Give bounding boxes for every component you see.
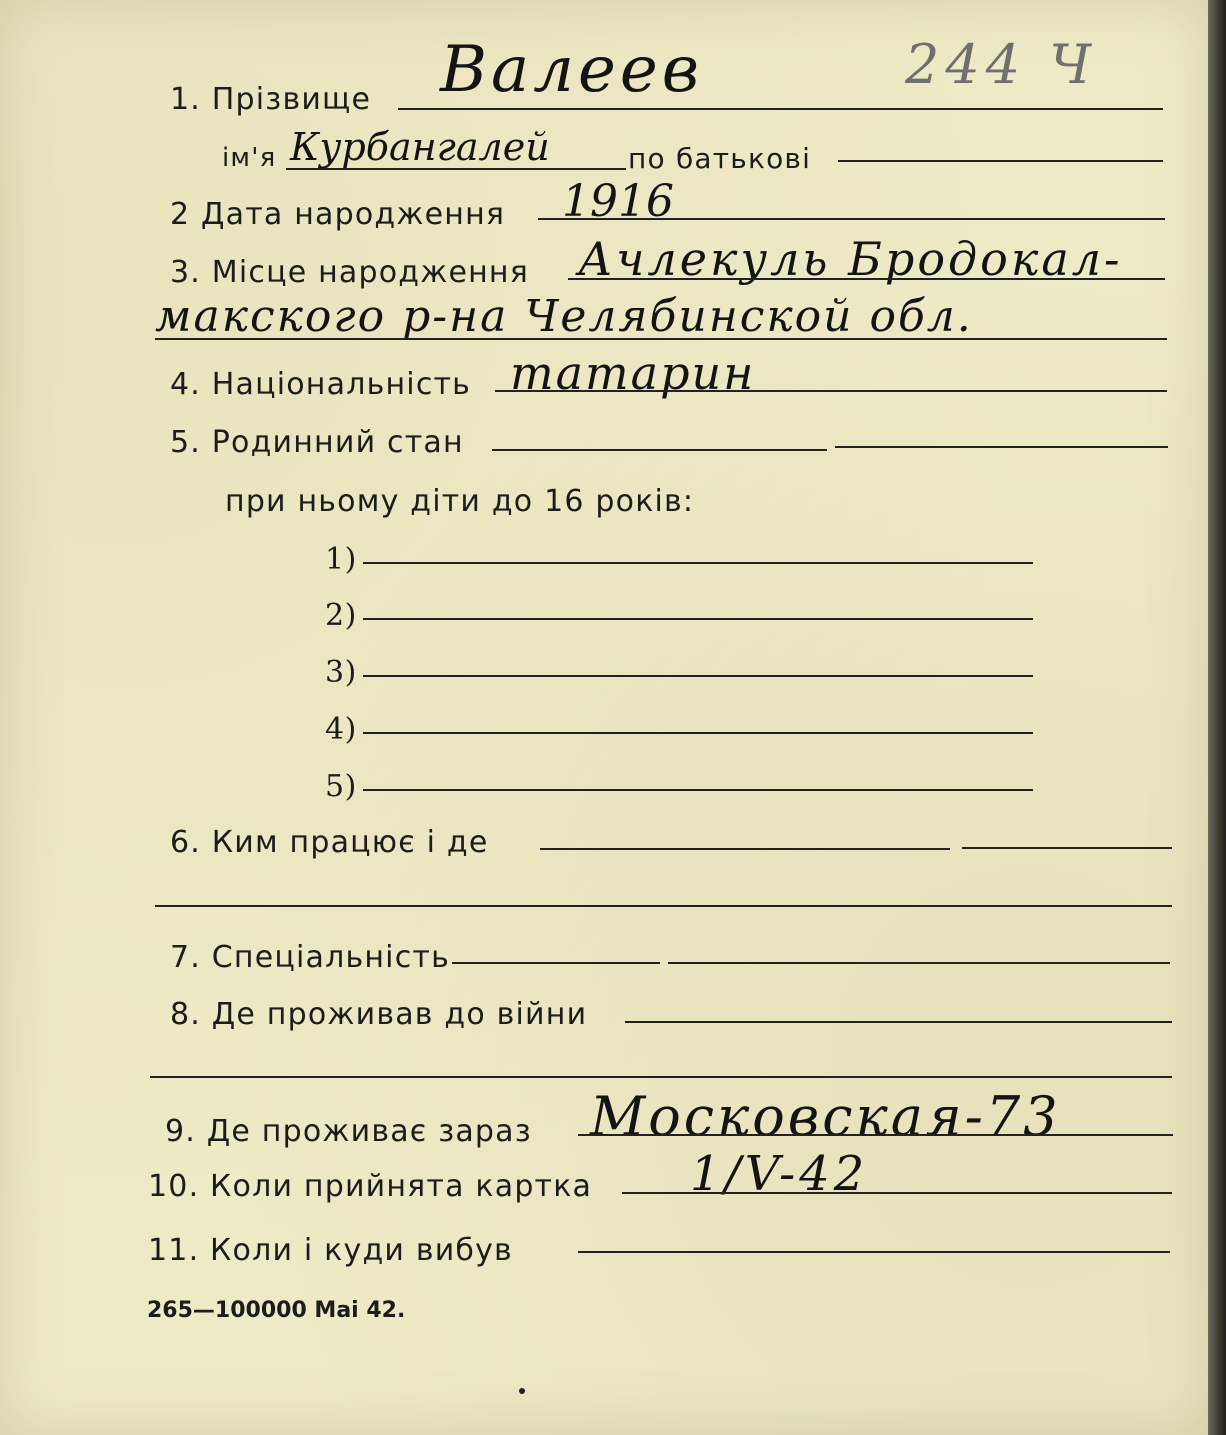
child-1-label: 1) bbox=[325, 542, 357, 577]
first-name-value: Курбангалей bbox=[290, 125, 550, 169]
marital-status-label: 5. Родинний стан bbox=[170, 425, 464, 460]
archive-number-note: 244 Ч bbox=[905, 33, 1097, 96]
birthplace-line-2 bbox=[155, 338, 1167, 340]
current-residence-label: 9. Де проживає зараз bbox=[165, 1114, 532, 1149]
child-3-line bbox=[363, 675, 1033, 677]
specialty-label: 7. Спеціальність bbox=[170, 940, 450, 975]
specialty-line-b bbox=[668, 962, 1170, 964]
child-5-label: 5) bbox=[325, 769, 357, 804]
child-2-label: 2) bbox=[325, 598, 357, 633]
children-label: при ньому діти до 16 років: bbox=[225, 484, 695, 519]
print-info: 265—100000 Mai 42. bbox=[147, 1298, 406, 1323]
marital-status-line-a bbox=[492, 449, 827, 451]
card-accepted-line bbox=[622, 1192, 1172, 1194]
departure-line bbox=[578, 1251, 1170, 1253]
card-edge-shadow bbox=[1208, 0, 1226, 1435]
child-1-line bbox=[363, 562, 1033, 564]
birthplace-value-line2: макского р-на Челябинской обл. bbox=[155, 291, 973, 342]
nationality-value: татарин bbox=[510, 346, 756, 400]
prewar-residence-line-2 bbox=[150, 1076, 1172, 1078]
occupation-line-a bbox=[540, 848, 950, 850]
occupation-label: 6. Ким працює і де bbox=[170, 825, 489, 860]
birthplace-label: 3. Місце народження bbox=[170, 255, 529, 290]
card-accepted-value: 1/V-42 bbox=[690, 1146, 869, 1202]
surname-value: Валеев bbox=[440, 33, 703, 107]
birth-date-label: 2 Дата народження bbox=[170, 197, 506, 232]
patronymic-line bbox=[838, 160, 1163, 162]
departure-label: 11. Коли і куди вибув bbox=[148, 1233, 513, 1268]
nationality-line bbox=[495, 390, 1167, 392]
first-name-line bbox=[286, 168, 626, 170]
card-accepted-label: 10. Коли прийнята картка bbox=[148, 1169, 593, 1204]
patronymic-label: по батькові bbox=[628, 142, 812, 175]
birthplace-value-line1: Ачлекуль Бродокал- bbox=[578, 232, 1123, 286]
specialty-line-a bbox=[452, 962, 660, 964]
hole-dot bbox=[519, 1388, 525, 1394]
current-residence-line bbox=[578, 1134, 1173, 1136]
current-residence-value: Московская-73 bbox=[590, 1085, 1061, 1148]
nationality-label: 4. Національність bbox=[170, 367, 472, 402]
birthplace-line-1 bbox=[568, 278, 1165, 280]
marital-status-line-b bbox=[835, 446, 1168, 448]
child-2-line bbox=[363, 618, 1033, 620]
first-name-label: ім'я bbox=[222, 143, 277, 173]
prewar-residence-line-1 bbox=[625, 1021, 1172, 1023]
birth-date-line bbox=[538, 218, 1165, 220]
birth-date-value: 1916 bbox=[562, 176, 674, 227]
occupation-line-b bbox=[962, 847, 1172, 849]
surname-line bbox=[398, 108, 1163, 110]
surname-label: 1. Прізвище bbox=[170, 82, 372, 117]
child-4-line bbox=[363, 732, 1033, 734]
child-5-line bbox=[363, 789, 1033, 791]
occupation-line-2 bbox=[155, 905, 1172, 907]
child-4-label: 4) bbox=[325, 712, 357, 747]
prewar-residence-label: 8. Де проживав до війни bbox=[170, 997, 588, 1032]
child-3-label: 3) bbox=[325, 655, 357, 690]
